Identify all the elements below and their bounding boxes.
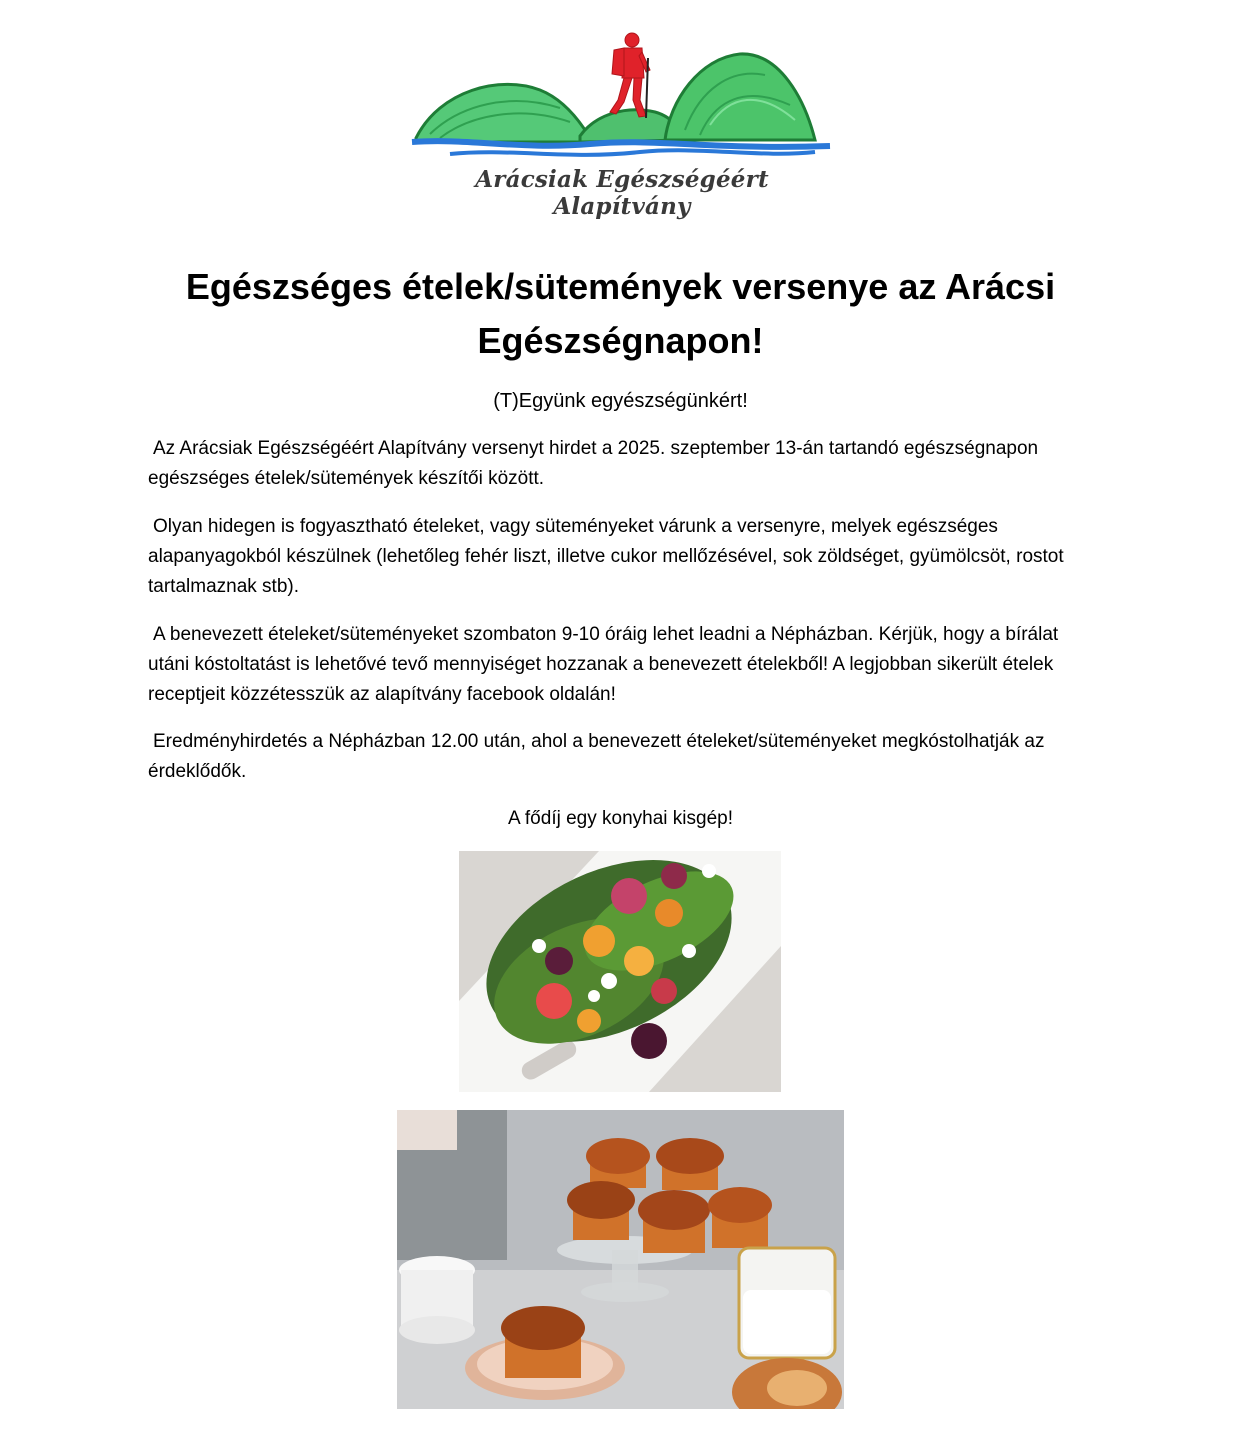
logo-organization-name: Arácsiak Egészségéért Alapítvány xyxy=(475,166,769,220)
paragraph-requirements: Olyan hidegen is fogyasztható ételeket, vagy süteményeket várunk a versenyre, melyek egészséges alapanyagokból készülnek (lehetőleg fehér liszt, illetve cukor mellőzésével, sok zöldséget, gyümölcsöt, rostot tartalmaznak stb). xyxy=(148,516,1064,597)
foundation-logo xyxy=(410,30,834,220)
paragraph-announcement: Az Arácsiak Egészségéért Alapítvány versenyt hirdet a 2025. szeptember 13-án tartandó egészségnapon egészséges ételek/sütemények készítői között. xyxy=(148,438,1039,489)
hiker-on-hills-logo-icon xyxy=(410,30,834,170)
paragraph-submission: A benevezett ételeket/süteményeket szombaton 9-10 óráig lehet leadni a Népházban. Kérjük, hogy a bírálat utáni kóstoltatást is lehetővé tevő mennyiséget hozzanak a benevezett ételekből! A legjobban sikerült ételek receptjeit közzétesszük az alapítvány facebook oldalán! xyxy=(148,624,1059,705)
salad-photo xyxy=(459,851,781,1092)
slogan: (T)Együnk egyészségünkért! xyxy=(493,390,748,412)
paragraph-results: Eredményhirdetés a Népházban 12.00 után, ahol a benevezett ételeket/süteményeket megkóstolhatják az érdeklődők. xyxy=(148,731,1045,782)
muffins-photo xyxy=(397,1110,844,1409)
prize-text: A fődíj egy konyhai kisgép! xyxy=(508,808,733,829)
salad-photo-icon xyxy=(459,851,781,1092)
page-title: Egészséges ételek/sütemények versenye az Arácsi Egészségnapon! xyxy=(185,266,1056,361)
muffins-photo-icon xyxy=(397,1110,844,1409)
